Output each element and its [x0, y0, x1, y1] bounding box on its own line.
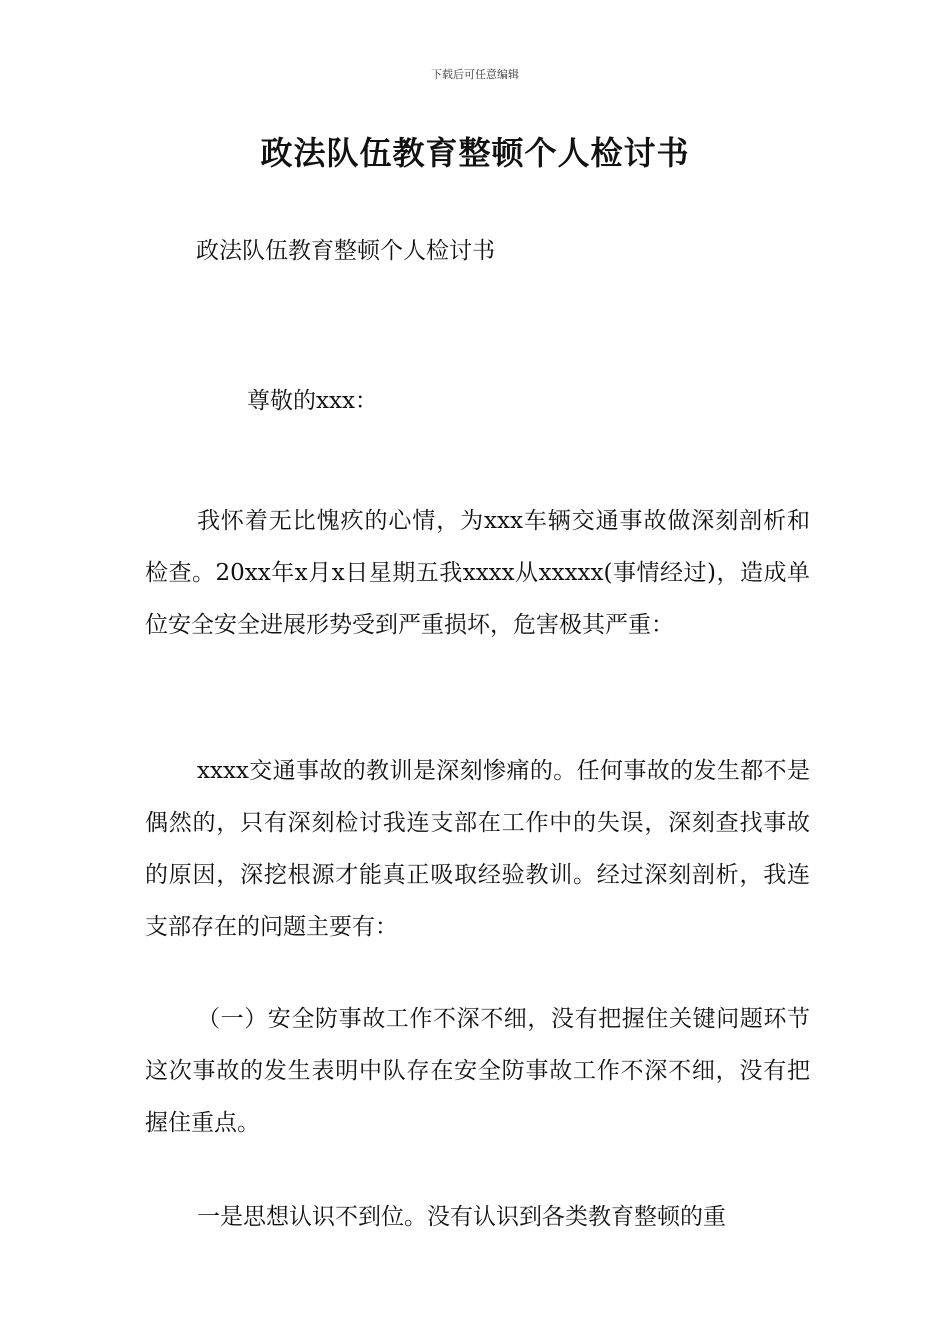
header-note: 下载后可任意编辑	[431, 68, 519, 81]
paragraph-3: （一）安全防事故工作不深不细，没有把握住关键问题环节这次事故的发生表明中队存在安全防事故工作不深不细，没有把握住重点。	[145, 1006, 810, 1136]
paragraph-4: 一是思想认识不到位。没有认识到各类教育整顿的重	[197, 1204, 726, 1230]
paragraph-2: xxxx交通事故的教训是深刻惨痛的。任何事故的发生都不是偶然的，只有深刻检讨我连支部在工作中的失误，深刻查找事故的原因，深挖根源才能真正吸取经验教训。经过深刻剖析，我连支部存在的问题主要有：	[145, 758, 810, 940]
paragraph-1: 我怀着无比愧疚的心情，为xxx车辆交通事故做深刻剖析和检查。20xx年x月x日星期五我xxxx从xxxxx(事情经过)，造成单位安全安全进展形势受到严重损坏，危害极其严重：	[145, 508, 810, 638]
document-title: 政法队伍教育整顿个人检讨书	[260, 134, 690, 172]
salutation: 尊敬的xxx：	[247, 388, 378, 414]
document-subtitle: 政法队伍教育整顿个人检讨书	[196, 238, 495, 264]
